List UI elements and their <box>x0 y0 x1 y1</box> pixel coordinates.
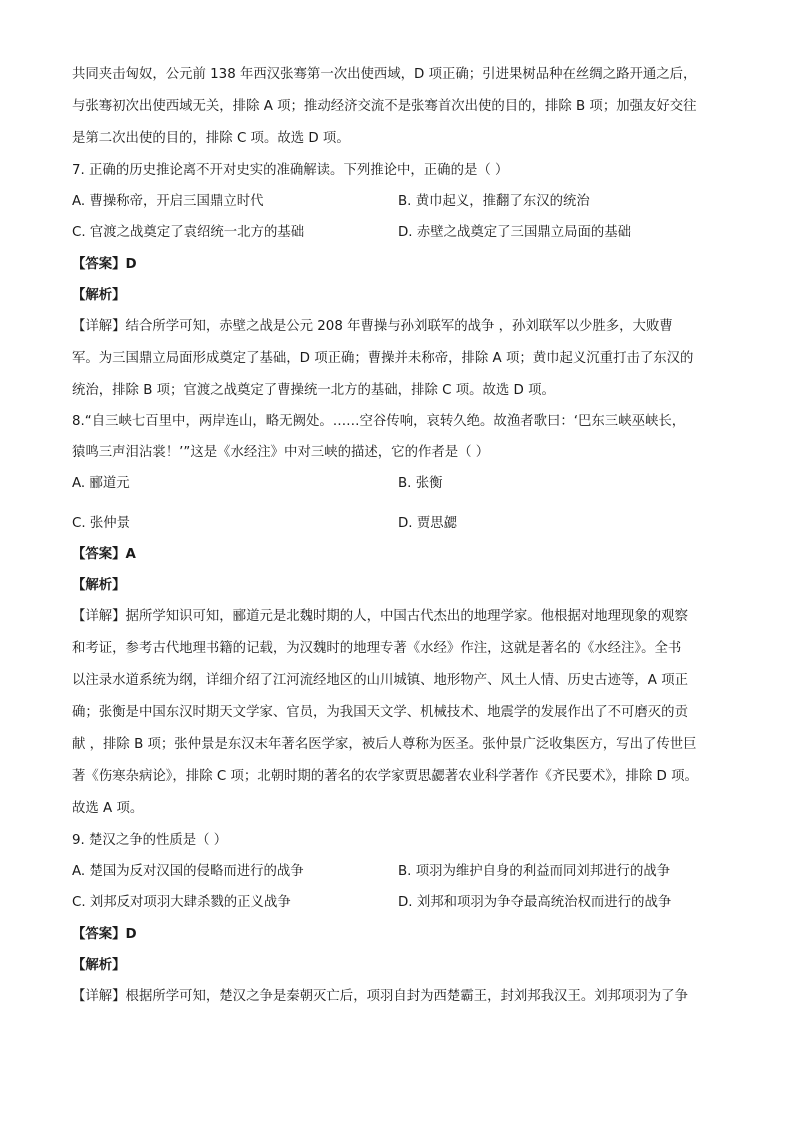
question-8-detail: 和考证，参考古代地理书籍的记载，为汉魏时的地理专著《水经》作注，这就是著名的《水经注》。全书 <box>72 641 682 656</box>
question-8-option-d: D. 贾思勰 <box>398 516 457 531</box>
question-7-detail: 军。为三国鼎立局面形成奠定了基础，D 项正确；曹操并未称帝，排除 A 项；黄巾起义沉重打击了东汉的 <box>72 351 694 366</box>
question-9-stem: 9. 楚汉之争的性质是（ ） <box>72 833 228 848</box>
question-8-option-a: A. 郦道元 <box>72 476 130 491</box>
question-7-option-b: B. 黄巾起义，推翻了东汉的统治 <box>398 194 590 209</box>
question-9-analysis-label: 【解析】 <box>72 958 126 973</box>
question-7-answer: 【答案】D <box>72 257 137 272</box>
question-7-analysis-label: 【解析】 <box>72 288 126 303</box>
question-9-option-b: B. 项羽为维护自身的利益而同刘邦进行的战争 <box>398 864 671 879</box>
question-8-option-c: C. 张仲景 <box>72 516 131 531</box>
question-8-detail: 以注录水道系统为纲，详细介绍了江河流经地区的山川城镇、地形物产、风土人情、历史古迹等，A 项正 <box>72 673 688 688</box>
question-7-detail: 统治，排除 B 项；官渡之战奠定了曹操统一北方的基础，排除 C 项。故选 D 项。 <box>72 383 555 398</box>
question-9-detail: 【详解】根据所学可知，楚汉之争是秦朝灭亡后，项羽自封为西楚霸王，封刘邦我汉王。刘邦项羽为了争 <box>72 989 688 1004</box>
text-line: 共同夹击匈奴，公元前 138 年西汉张骞第一次出使西域，D 项正确；引进果树品种在丝绸之路开通之后， <box>72 67 697 82</box>
question-8-stem: 8.“自三峡七百里中，两岸连山，略无阙处。……空谷传响，哀转久绝。故渔者歌曰：‘巴东三峡巫峡长， <box>72 414 686 429</box>
text-line: 是第二次出使的目的，排除 C 项。故选 D 项。 <box>72 131 350 146</box>
question-9-option-d: D. 刘邦和项羽为争夺最高统治权而进行的战争 <box>398 895 672 910</box>
question-9-answer: 【答案】D <box>72 927 137 942</box>
question-8-detail: 故选 A 项。 <box>72 801 144 816</box>
question-8-stem: 猿鸣三声泪沾裳！’”这是《水经注》中对三峡的描述，它的作者是（ ） <box>72 445 490 460</box>
question-8-analysis-label: 【解析】 <box>72 578 126 593</box>
question-8-option-b: B. 张衡 <box>398 476 443 491</box>
question-7-option-c: C. 官渡之战奠定了袁绍统一北方的基础 <box>72 225 305 240</box>
question-8-detail: 著《伤寒杂病论》，排除 C 项；北朝时期的著名的农学家贾思勰著农业科学著作《齐民要术》，排除 D 项。 <box>72 769 698 784</box>
question-8-detail: 献 ，排除 B 项；张仲景是东汉末年著名医学家，被后人尊称为医圣。张仲景广泛收集医方，写出了传世巨 <box>72 737 697 752</box>
question-8-answer: 【答案】A <box>72 547 136 562</box>
text-line: 与张骞初次出使西域无关，排除 A 项；推动经济交流不是张骞首次出使的目的，排除 B 项；加强友好交往 <box>72 99 697 114</box>
question-7-stem: 7. 正确的历史推论离不开对史实的准确解读。下列推论中，正确的是（ ） <box>72 163 509 178</box>
question-7-option-d: D. 赤壁之战奠定了三国鼎立局面的基础 <box>398 225 632 240</box>
question-7-option-a: A. 曹操称帝，开启三国鼎立时代 <box>72 194 264 209</box>
question-9-option-c: C. 刘邦反对项羽大肆杀戮的正义战争 <box>72 895 291 910</box>
question-9-option-a: A. 楚国为反对汉国的侵略而进行的战争 <box>72 864 304 879</box>
question-8-detail: 确；张衡是中国东汉时期天文学家、官员，为我国天文学、机械技术、地震学的发展作出了不可磨灭的贡 <box>72 705 688 720</box>
question-8-detail: 【详解】据所学知识可知，郦道元是北魏时期的人，中国古代杰出的地理学家。他根据对地理现象的观察 <box>72 609 688 624</box>
question-7-detail: 【详解】结合所学可知，赤壁之战是公元 208 年曹操与孙刘联军的战争 ，孙刘联军以少胜多，大败曹 <box>72 319 673 334</box>
